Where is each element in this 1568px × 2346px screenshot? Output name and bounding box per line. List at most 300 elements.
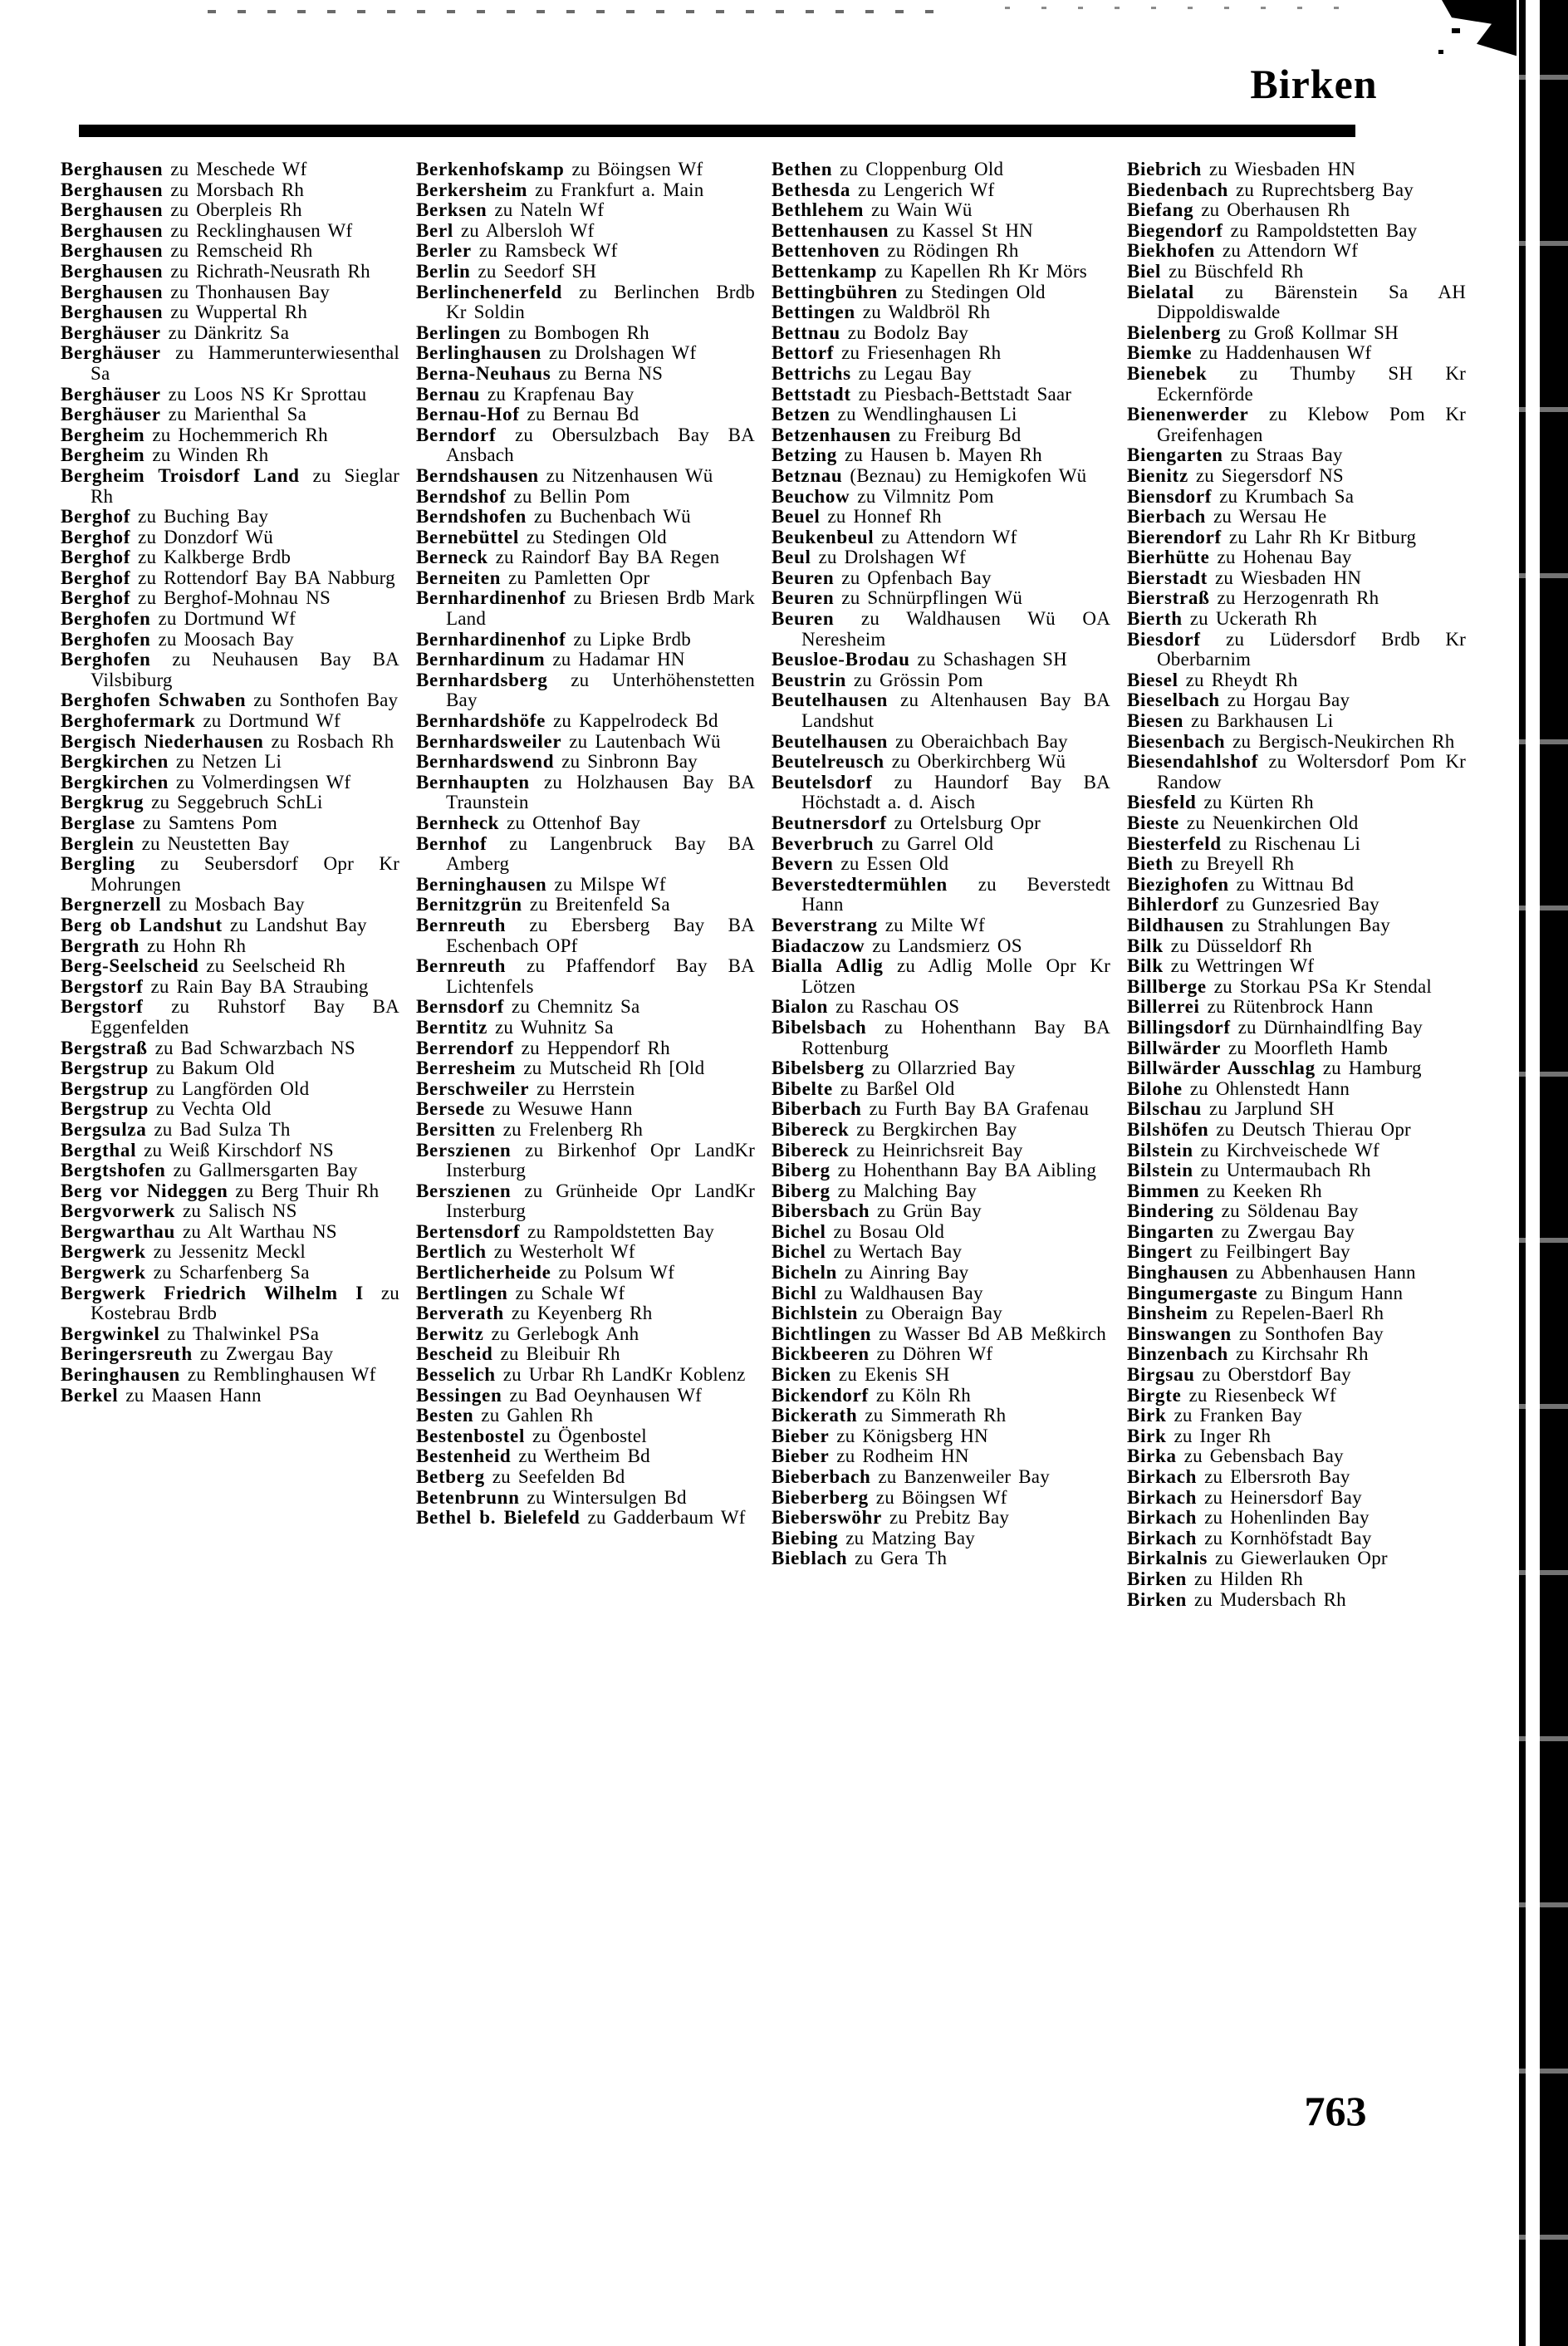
entry-headword: Biemke: [1127, 342, 1193, 364]
gazetteer-entry: Bertensdorf zu Rampoldstetten Bay: [416, 1220, 715, 1242]
gazetteer-entry: Beutnersdorf zu Ortelsburg Opr: [772, 812, 1041, 833]
entry-headword: Berndshof: [416, 485, 507, 507]
entry-headword: Berszienen: [416, 1180, 512, 1201]
scan-artifact-top: [208, 10, 938, 13]
entry-headword: Berkel: [61, 1384, 119, 1406]
gazetteer-entry: Bergisch Niederhausen zu Rosbach Rh: [61, 730, 394, 752]
gazetteer-entry: Biebing zu Matzing Bay: [772, 1527, 975, 1548]
gazetteer-entry: Bettstadt zu Piesbach-Bettstadt Saar: [772, 383, 1072, 405]
gazetteer-entry: Birkach zu Heinersdorf Bay: [1127, 1486, 1362, 1508]
gazetteer-entry: Bettenhausen zu Kassel St HN: [772, 219, 1033, 241]
entry-headword: Bettenhausen: [772, 219, 889, 241]
gazetteer-entry: Berghausen zu Thonhausen Bay: [61, 281, 330, 302]
entry-headword: Beukenbeul: [772, 526, 875, 547]
gazetteer-entry: Bilschau zu Jarplund SH: [1127, 1098, 1335, 1120]
gazetteer-entry: Betberg zu Seefelden Bd: [416, 1466, 625, 1487]
entry-headword: Billwärder: [1127, 1037, 1222, 1058]
gazetteer-entry: Berghäuser zu Marienthal Sa: [61, 404, 306, 425]
gazetteer-entry: Bernsdorf zu Chemnitz Sa: [416, 996, 640, 1018]
entry-headword: Bienebek: [1127, 362, 1208, 384]
entry-headword: Berkenhofskamp: [416, 159, 565, 179]
entry-headword: Berglase: [61, 812, 135, 833]
entry-headword: Bethesda: [772, 179, 851, 200]
entry-headword: Beverbruch: [772, 832, 875, 854]
gazetteer-entry: Betenbrunn zu Wintersulgen Bd: [416, 1486, 687, 1508]
gazetteer-entry: Berghausen zu Morsbach Rh: [61, 179, 305, 200]
entry-headword: Bichl: [772, 1282, 817, 1303]
gazetteer-entry: Bergkirchen zu Netzen Li: [61, 751, 282, 773]
entry-headword: Bichel: [772, 1241, 826, 1263]
entry-headword: Berghofermark: [61, 710, 196, 732]
gazetteer-entry: Berghäuser zu Loos NS Kr Sprottau: [61, 383, 367, 405]
gazetteer-entry: Biebrich zu Wiesbaden HN: [1127, 159, 1356, 179]
entry-headword: Beutnersdorf: [772, 812, 887, 833]
gazetteer-entry: Berghausen zu Recklinghausen Wf: [61, 219, 353, 241]
entry-headword: Bernheck: [416, 812, 500, 833]
entry-headword: Beuren: [772, 567, 835, 588]
entry-headword: Berneiten: [416, 567, 502, 588]
entry-headword: Berg vor Nideggen: [61, 1180, 228, 1201]
gazetteer-entry: Biesdorf zu Lüdersdorf Brdb Kr Oberbarnim: [1127, 628, 1466, 670]
gazetteer-entry: Biengarten zu Straas Bay: [1127, 444, 1343, 466]
gazetteer-entry: Beukenbeul zu Attendorn Wf: [772, 526, 1017, 547]
gazetteer-entry: Berszienen zu Grünheide Opr LandKr Insterburg: [416, 1180, 755, 1222]
gazetteer-entry: Bimmen zu Keeken Rh: [1127, 1180, 1322, 1201]
entry-headword: Biesfeld: [1127, 792, 1197, 813]
entry-headword: Berghofen: [61, 649, 151, 670]
gazetteer-entry: Bilohe zu Ohlenstedt Hann: [1127, 1077, 1350, 1099]
gazetteer-entry: Biedenbach zu Ruprechtsberg Bay: [1127, 179, 1414, 200]
entry-headword: Beuel: [772, 506, 821, 528]
gazetteer-entry: Berghofen Schwaben zu Sonthofen Bay: [61, 690, 399, 711]
entry-headword: Bilstein: [1127, 1139, 1193, 1161]
gazetteer-entry: Birkalnis zu Giewerlauken Opr: [1127, 1548, 1388, 1569]
entry-headword: Berghausen: [61, 240, 164, 262]
gazetteer-entry: Bergheim Troisdorf Land zu Sieglar Rh: [61, 464, 399, 507]
gazetteer-entry: Bernitzgrün zu Breitenfeld Sa: [416, 894, 670, 915]
entry-headword: Berghofen: [61, 628, 151, 650]
gazetteer-entry: Berksen zu Nateln Wf: [416, 199, 605, 221]
entry-headword: Bernhaupten: [416, 771, 530, 793]
gazetteer-entry: Beringersreuth zu Zwergau Bay: [61, 1343, 334, 1365]
entry-headword: Bieberberg: [772, 1486, 869, 1508]
gazetteer-entry: Bibersbach zu Grün Bay: [772, 1200, 982, 1222]
entry-headword: Bernhardsweiler: [416, 730, 562, 752]
gazetteer-entry: Bethlehem zu Wain Wü: [772, 199, 973, 221]
entry-headword: Biekhofen: [1127, 240, 1215, 262]
gazetteer-entry: Bichel zu Bosau Old: [772, 1220, 945, 1242]
entry-headword: Bersede: [416, 1098, 485, 1120]
gazetteer-entry: Bickbeeren zu Döhren Wf: [772, 1343, 993, 1365]
entry-headword: Berghof: [61, 587, 131, 609]
gazetteer-entry: Berlin zu Seedorf SH: [416, 260, 597, 282]
gazetteer-entry: Bilshöfen zu Deutsch Thierau Opr: [1127, 1118, 1411, 1140]
entry-headword: Bernhardswend: [416, 751, 555, 773]
entry-headword: Beverstedtermühlen: [772, 873, 948, 895]
scan-artifact-corner: [1422, 0, 1521, 80]
gazetteer-entry: Bernheck zu Ottenhof Bay: [416, 812, 641, 833]
entry-headword: Bibelsberg: [772, 1058, 865, 1079]
gazetteer-entry: Berg-Seelscheid zu Seelscheid Rh: [61, 955, 345, 977]
entry-headword: Bethen: [772, 159, 833, 179]
gazetteer-entry: Bibelsbach zu Hohenthann Bay BA Rottenburg: [772, 1016, 1110, 1058]
scan-artifact-speck: [1438, 50, 1443, 54]
entry-headword: Berntitz: [416, 1016, 488, 1038]
gazetteer-entry: Bibereck zu Heinrichsreit Bay: [772, 1139, 1023, 1161]
gazetteer-entry: Bergrath zu Hohn Rh: [61, 935, 247, 956]
gazetteer-entry: Bernebüttel zu Stedingen Old: [416, 526, 667, 547]
entry-headword: Bernreuth: [416, 914, 507, 935]
gazetteer-entry: Bilstein zu Kirchveischede Wf: [1127, 1139, 1379, 1161]
entry-headword: Betzen: [772, 404, 831, 425]
entry-headword: Berghäuser: [61, 342, 161, 364]
gazetteer-entry: Beutelsdorf zu Haundorf Bay BA Höchstadt a. d. Aisch: [772, 771, 1110, 813]
entry-headword: Bernebüttel: [416, 526, 519, 547]
entry-headword: Bevern: [772, 853, 834, 875]
gazetteer-entry: Biekhofen zu Attendorn Wf: [1127, 240, 1359, 262]
gazetteer-entry: Berninghausen zu Milspe Wf: [416, 873, 666, 895]
gazetteer-entry: Bergstrup zu Langförden Old: [61, 1077, 310, 1099]
entry-headword: Bettstadt: [772, 383, 851, 405]
entry-headword: Bergstrup: [61, 1077, 149, 1099]
entry-headword: Bergwerk: [61, 1262, 146, 1283]
entry-headword: Berndshofen: [416, 506, 527, 528]
entry-headword: Bergvorwerk: [61, 1200, 175, 1222]
entry-headword: Bergnerzell: [61, 894, 162, 915]
gazetteer-entry: Berschweiler zu Herrstein: [416, 1077, 635, 1099]
gazetteer-entry: Bialon zu Raschau OS: [772, 996, 960, 1018]
entry-headword: Birken: [1127, 1588, 1187, 1610]
entry-headword: Bergkirchen: [61, 771, 169, 793]
gazetteer-entry: Bingumergaste zu Bingum Hann: [1127, 1282, 1404, 1303]
column-1: [61, 160, 399, 1610]
gazetteer-entry: Bialla Adlig zu Adlig Molle Opr Kr Lötzen: [772, 955, 1110, 997]
entry-headword: Bergtshofen: [61, 1160, 166, 1181]
entry-headword: Biedenbach: [1127, 179, 1229, 200]
gazetteer-entry: Bieber zu Rodheim HN: [772, 1445, 969, 1467]
gazetteer-entry: Biezighofen zu Wittnau Bd: [1127, 873, 1355, 895]
gazetteer-entry: Bieberbach zu Banzenweiler Bay: [772, 1466, 1050, 1487]
entry-headword: Beutelhausen: [772, 690, 889, 711]
entry-headword: Besselich: [416, 1364, 496, 1386]
gazetteer-entry: Birk zu Inger Rh: [1127, 1425, 1272, 1446]
gazetteer-entry: Berghausen zu Richrath-Neusrath Rh: [61, 260, 370, 282]
entry-headword: Birkalnis: [1127, 1548, 1208, 1569]
entry-headword: Bestenheid: [416, 1445, 512, 1467]
entry-headword: Bickbeeren: [772, 1343, 870, 1365]
entry-headword: Berksen: [416, 199, 488, 221]
entry-headword: Beutelsdorf: [772, 771, 873, 793]
gazetteer-entry: Berg vor Nideggen zu Berg Thuir Rh: [61, 1180, 380, 1201]
entry-headword: Biesel: [1127, 669, 1178, 690]
gazetteer-entry: Birkach zu Kornhöfstadt Bay: [1127, 1527, 1372, 1548]
gazetteer-entry: Berghof zu Rottendorf Bay BA Nabburg: [61, 567, 395, 588]
entry-headword: Berschweiler: [416, 1077, 530, 1099]
gazetteer-entry: Bergstrup zu Vechta Old: [61, 1098, 272, 1120]
entry-headword: Birkach: [1127, 1527, 1198, 1548]
gazetteer-entry: Billingsdorf zu Dürnhaindlfing Bay: [1127, 1016, 1423, 1038]
entry-headword: Biesdorf: [1127, 628, 1201, 650]
gazetteer-entry: Birkach zu Hohenlinden Bay: [1127, 1507, 1370, 1529]
gazetteer-entry: Betznau (Beznau) zu Hemigkofen Wü: [772, 464, 1087, 486]
gazetteer-entry: Binghausen zu Abbenhausen Hann: [1127, 1262, 1416, 1283]
gazetteer-entry: Bilk zu Düsseldorf Rh: [1127, 935, 1312, 956]
entry-headword: Bihlerdorf: [1127, 894, 1219, 915]
gazetteer-entry: Berghof zu Donzdorf Wü: [61, 526, 273, 547]
gazetteer-entry: Bergling zu Seubersdorf Opr Kr Mohrungen: [61, 853, 399, 895]
gazetteer-entry: Biensdorf zu Krumbach Sa: [1127, 485, 1355, 507]
gazetteer-entry: Binzenbach zu Kirchsahr Rh: [1127, 1343, 1369, 1365]
entry-headword: Biengarten: [1127, 444, 1223, 466]
gazetteer-entry: Bertlingen zu Schale Wf: [416, 1282, 625, 1303]
gazetteer-entry: Beutelhausen zu Altenhausen Bay BA Landshut: [772, 690, 1110, 732]
gazetteer-entry: Biberbach zu Furth Bay BA Grafenau: [772, 1098, 1090, 1120]
gazetteer-entry: Berntitz zu Wuhnitz Sa: [416, 1016, 614, 1038]
gazetteer-entry: Bergwerk zu Jessenitz Meckl: [61, 1241, 306, 1263]
gazetteer-entry: Beusloe-Brodau zu Schashagen SH: [772, 649, 1067, 670]
gazetteer-entry: Berndshausen zu Nitzenhausen Wü: [416, 464, 713, 486]
gazetteer-entry: Beutelhausen zu Oberaichbach Bay: [772, 730, 1068, 752]
entry-headword: Biefang: [1127, 199, 1194, 221]
entry-headword: Bettingbühren: [772, 281, 898, 302]
entry-headword: Berghäuser: [61, 404, 161, 425]
entry-headword: Betenbrunn: [416, 1486, 520, 1508]
entry-headword: Bicheln: [772, 1262, 838, 1283]
gazetteer-entry: Beuren zu Waldhausen Wü OA Neresheim: [772, 608, 1110, 650]
gazetteer-entry: Bernhardshöfe zu Kappelrodeck Bd: [416, 710, 718, 732]
gazetteer-entry: Bichtlingen zu Wasser Bd AB Meßkirch: [772, 1323, 1106, 1344]
gazetteer-entry: Bielatal zu Bärenstein Sa AH Dippoldiswalde: [1127, 281, 1466, 323]
entry-headword: Berresheim: [416, 1058, 517, 1079]
gazetteer-entry: Biesfeld zu Kürten Rh: [1127, 792, 1314, 813]
gazetteer-entry: Berkel zu Maasen Hann: [61, 1384, 262, 1406]
gazetteer-entry: Bergvorwerk zu Salisch NS: [61, 1200, 297, 1222]
gazetteer-entry: Bindering zu Söldenau Bay: [1127, 1200, 1359, 1222]
entry-headword: Bethlehem: [772, 199, 865, 221]
entry-headword: Binghausen: [1127, 1262, 1229, 1283]
gazetteer-entry: Berlingen zu Bombogen Rh: [416, 321, 649, 343]
gazetteer-entry: Biel zu Büschfeld Rh: [1127, 260, 1304, 282]
gazetteer-entry: Bernhardinum zu Hadamar HN: [416, 649, 685, 670]
gazetteer-entry: Birgsau zu Oberstdorf Bay: [1127, 1364, 1351, 1386]
gazetteer-entry: Betzenhausen zu Freiburg Bd: [772, 424, 1022, 445]
gazetteer-entry: Bevern zu Essen Old: [772, 853, 949, 875]
entry-headword: Bernsdorf: [416, 996, 504, 1018]
gazetteer-entry: Billberge zu Storkau PSa Kr Stendal: [1127, 975, 1432, 997]
gazetteer-entry: Bieberberg zu Böingsen Wf: [772, 1486, 1007, 1508]
entry-headword: Biegendorf: [1127, 219, 1223, 241]
gazetteer-entry: Bieselbach zu Horgau Bay: [1127, 690, 1350, 711]
entry-headword: Bibereck: [772, 1118, 850, 1140]
gazetteer-entry: Bierstadt zu Wiesbaden HN: [1127, 567, 1362, 588]
gazetteer-entry: Bernhaupten zu Holzhausen Bay BA Traunstein: [416, 771, 755, 813]
gazetteer-entry: Bergstorf zu Rain Bay BA Straubing: [61, 975, 369, 997]
entry-headword: Beringersreuth: [61, 1343, 193, 1365]
gazetteer-entry: Birk zu Franken Bay: [1127, 1405, 1302, 1426]
entry-headword: Berndorf: [416, 424, 497, 445]
entry-headword: Bertensdorf: [416, 1220, 521, 1242]
entry-headword: Bernhardinum: [416, 649, 546, 670]
gazetteer-entry: Bierhütte zu Hohenau Bay: [1127, 547, 1352, 568]
entry-headword: Beutelhausen: [772, 730, 889, 752]
entry-headword: Bernhardinenhof: [416, 587, 566, 609]
entry-headword: Birkach: [1127, 1486, 1198, 1508]
gazetteer-entry: Berverath zu Keyenberg Rh: [416, 1303, 653, 1324]
scan-artifact-speck: [1452, 28, 1460, 33]
entry-headword: Bieberswöhr: [772, 1507, 882, 1529]
entry-headword: Bergstorf: [61, 975, 144, 997]
entry-headword: Berghausen: [61, 281, 164, 302]
gazetteer-entry: Bierendorf zu Lahr Rh Kr Bitburg: [1127, 526, 1417, 547]
entry-headword: Berghofen: [61, 608, 151, 630]
entry-headword: Berninghausen: [416, 873, 547, 895]
gazetteer-entry: Bihlerdorf zu Gunzesried Bay: [1127, 894, 1379, 915]
gazetteer-entry: Bergkirchen zu Volmerdingsen Wf: [61, 771, 351, 793]
gazetteer-entry: Beuel zu Honnef Rh: [772, 506, 942, 528]
entry-headword: Bilschau: [1127, 1098, 1202, 1120]
entry-headword: Biel: [1127, 260, 1162, 282]
entry-headword: Bindering: [1127, 1200, 1214, 1222]
gazetteer-entry: Biegendorf zu Rampoldstetten Bay: [1127, 219, 1418, 241]
gazetteer-entry: Berglase zu Samtens Pom: [61, 812, 278, 833]
entry-headword: Berghausen: [61, 179, 164, 200]
gazetteer-entry: Bieberswöhr zu Prebitz Bay: [772, 1507, 1010, 1529]
gazetteer-entry: Bienebek zu Thumby SH Kr Eckernförde: [1127, 362, 1466, 405]
entry-headword: Bescheid: [416, 1343, 493, 1365]
entry-headword: Bergling: [61, 853, 135, 875]
gazetteer-entry: Binswangen zu Sonthofen Bay: [1127, 1323, 1384, 1344]
entry-headword: Berghausen: [61, 260, 164, 282]
gazetteer-entry: Berghof zu Berghof-Mohnau NS: [61, 587, 331, 609]
gazetteer-entry: Beutelreusch zu Oberkirchberg Wü: [772, 751, 1066, 773]
entry-headword: Bialon: [772, 996, 829, 1018]
entry-headword: Biesen: [1127, 710, 1184, 732]
entry-headword: Bieselbach: [1127, 690, 1220, 711]
entry-headword: Biensdorf: [1127, 485, 1213, 507]
gazetteer-entry: Biesenbach zu Bergisch-Neukirchen Rh: [1127, 730, 1455, 752]
entry-headword: Binswangen: [1127, 1323, 1232, 1344]
gazetteer-entry: Bescheid zu Bleibuir Rh: [416, 1343, 620, 1365]
gazetteer-entry: Bessingen zu Bad Oeynhausen Wf: [416, 1384, 703, 1406]
gazetteer-entry: Berresheim zu Mutscheid Rh [Old: [416, 1058, 705, 1079]
gazetteer-entry: Beverstrang zu Milte Wf: [772, 914, 985, 935]
gazetteer-entry: Binsheim zu Repelen-Baerl Rh: [1127, 1303, 1384, 1324]
entry-headword: Bergwerk: [61, 1241, 146, 1263]
gazetteer-entry: Bichel zu Wertach Bay: [772, 1241, 963, 1263]
gazetteer-entry: Biefang zu Oberhausen Rh: [1127, 199, 1350, 221]
gazetteer-entry: Berkersheim zu Frankfurt a. Main: [416, 179, 704, 200]
gazetteer-entry: Billwärder Ausschlag zu Hamburg: [1127, 1058, 1422, 1079]
entry-headword: Betzing: [772, 444, 837, 466]
entry-headword: Bethel b. Bielefeld: [416, 1507, 581, 1529]
gazetteer-entry: Bibelsberg zu Ollarzried Bay: [772, 1058, 1016, 1079]
gazetteer-entry: Beuren zu Opfenbach Bay: [772, 567, 992, 588]
entry-headword: Bergwinkel: [61, 1323, 160, 1344]
gazetteer-entry: Bethen zu Cloppenburg Old: [772, 159, 1004, 179]
entry-headword: Berghof: [61, 547, 131, 568]
gazetteer-entry: Betzing zu Hausen b. Mayen Rh: [772, 444, 1042, 466]
entry-headword: Berlin: [416, 260, 471, 282]
gazetteer-entry: Berghausen zu Wuppertal Rh: [61, 302, 308, 323]
gazetteer-entry: Bergstraß zu Bad Schwarzbach NS: [61, 1037, 355, 1058]
entry-headword: Berg ob Landshut: [61, 914, 223, 935]
column-4: [1127, 160, 1466, 1610]
entry-headword: Bienenwerder: [1127, 404, 1249, 425]
entry-headword: Bieber: [772, 1425, 830, 1446]
gazetteer-entry: Bettingbühren zu Stedingen Old: [772, 281, 1046, 302]
entry-headword: Bibereck: [772, 1139, 850, 1161]
entry-headword: Bichlstein: [772, 1303, 859, 1324]
entry-headword: Birken: [1127, 1568, 1187, 1589]
entry-headword: Berlinchenerfeld: [416, 281, 562, 302]
gazetteer-entry: Beverbruch zu Garrel Old: [772, 832, 994, 854]
entry-headword: Berghof: [61, 526, 131, 547]
entry-headword: Bettingen: [772, 302, 855, 323]
entry-headword: Bergrath: [61, 935, 140, 956]
entry-headword: Beuchow: [772, 485, 850, 507]
gazetteer-entry: Bichlstein zu Oberaign Bay: [772, 1303, 1002, 1324]
entry-headword: Bestenbostel: [416, 1425, 526, 1446]
gazetteer-entry: Berszienen zu Birkenhof Opr LandKr Insterburg: [416, 1139, 755, 1181]
gazetteer-entry: Bergkrug zu Seggebruch SchLi: [61, 792, 323, 813]
entry-headword: Birk: [1127, 1405, 1167, 1426]
entry-headword: Bichtlingen: [772, 1323, 872, 1344]
gazetteer-entry: Bicken zu Ekenis SH: [772, 1364, 950, 1386]
gazetteer-entry: Berlinchenerfeld zu Berlinchen Brdb Kr Soldin: [416, 281, 755, 323]
gazetteer-entry: Bilstein zu Untermaubach Rh: [1127, 1160, 1371, 1181]
gazetteer-entry: Biesterfeld zu Rischenau Li: [1127, 832, 1361, 854]
gazetteer-entry: Bernhardinenhof zu Lipke Brdb: [416, 628, 691, 650]
entry-headword: Bernhardsberg: [416, 669, 548, 690]
entry-headword: Bergwarthau: [61, 1220, 176, 1242]
gazetteer-entry: Berghausen zu Oberpleis Rh: [61, 199, 302, 221]
gazetteer-entry: Berghäuser zu Hammerunterwiesenthal Sa: [61, 342, 399, 384]
gazetteer-entry: Berghäuser zu Dänkritz Sa: [61, 321, 290, 343]
gazetteer-entry: Birgte zu Riesenbeck Wf: [1127, 1384, 1336, 1406]
gazetteer-entry: Betzen zu Wendlinghausen Li: [772, 404, 1017, 425]
entry-headword: Bildhausen: [1127, 914, 1224, 935]
entry-headword: Bergsulza: [61, 1118, 147, 1140]
gazetteer-entry: Bielenberg zu Groß Kollmar SH: [1127, 321, 1399, 343]
entry-headword: Bernreuth: [416, 955, 507, 977]
gazetteer-entry: Berghofen zu Neuhausen Bay BA Vilsbiburg: [61, 649, 399, 690]
entry-headword: Billingsdorf: [1127, 1016, 1231, 1038]
gazetteer-entry: Bichl zu Waldhausen Bay: [772, 1282, 983, 1303]
entry-headword: Besten: [416, 1405, 474, 1426]
entry-headword: Bibelsbach: [772, 1016, 867, 1038]
entry-headword: Berler: [416, 240, 472, 262]
gazetteer-entry: Bergwinkel zu Thalwinkel PSa: [61, 1323, 320, 1344]
entry-headword: Birgsau: [1127, 1364, 1195, 1386]
entry-headword: Birkach: [1127, 1466, 1198, 1487]
gazetteer-entry: Bibelte zu Barßel Old: [772, 1077, 955, 1099]
gazetteer-entry: Bethesda zu Lengerich Wf: [772, 179, 995, 200]
gazetteer-entry: Berndshofen zu Buchenbach Wü: [416, 506, 691, 528]
entry-headword: Berghausen: [61, 159, 164, 179]
entry-columns: [61, 160, 1466, 1610]
entry-headword: Bibelte: [772, 1077, 833, 1099]
scan-artifact-top: [1005, 7, 1354, 9]
entry-headword: Biesterfeld: [1127, 832, 1222, 854]
entry-headword: Bilshöfen: [1127, 1118, 1209, 1140]
entry-headword: Bersitten: [416, 1118, 496, 1140]
gazetteer-entry: Berg ob Landshut zu Landshut Bay: [61, 914, 367, 935]
entry-headword: Berndshausen: [416, 464, 539, 486]
gazetteer-entry: Bernhardinenhof zu Briesen Brdb Mark Land: [416, 587, 755, 630]
entry-headword: Bilk: [1127, 955, 1164, 977]
entry-headword: Bergwerk Friedrich Wilhelm I: [61, 1282, 364, 1303]
entry-headword: Berneck: [416, 547, 488, 568]
